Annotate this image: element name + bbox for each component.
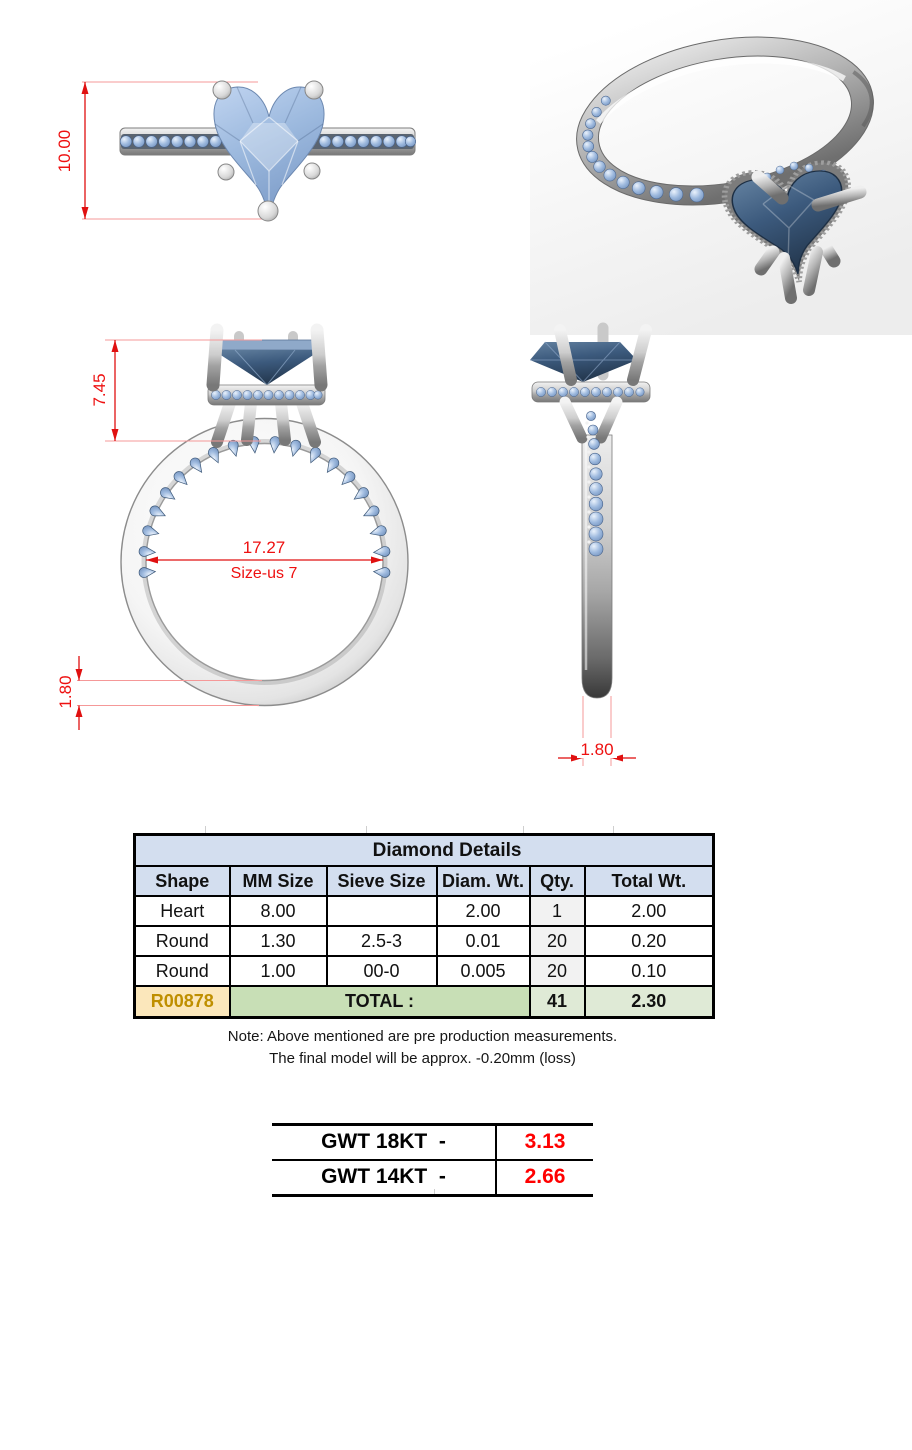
cell-qty: 20: [530, 926, 585, 956]
gwt-14kt-value: 2.66: [524, 1165, 566, 1188]
gwt-row-14kt: [272, 1161, 593, 1194]
col-header-total-wt: Total Wt.: [585, 866, 714, 896]
gridline-stub: [205, 826, 206, 833]
cell-shape: Heart: [135, 896, 230, 926]
cell-diam-wt: 0.005: [437, 956, 530, 986]
gridline-stub: [366, 826, 367, 833]
cell-mm-size: 1.30: [230, 926, 327, 956]
col-header-mm-size: MM Size: [230, 866, 327, 896]
cell-mm-size: 8.00: [230, 896, 327, 926]
note-line-1: Note: Above mentioned are pre production measurements.: [227, 1028, 618, 1045]
table-total-row: [135, 986, 714, 1018]
gridline-stub: [613, 826, 614, 833]
gridline-stub: [523, 826, 524, 833]
gwt-18kt-label: GWT 18KT -: [272, 1126, 497, 1159]
table-row: [135, 956, 714, 986]
cell-qty: 20: [530, 956, 585, 986]
dim-ring-size-label: Size-us 7: [230, 565, 298, 582]
gwt-14kt-label: GWT 14KT -: [272, 1161, 497, 1194]
dim-height-label: 10.00: [55, 129, 74, 173]
dim-inner-diameter-label: 17.27: [242, 538, 286, 557]
table-row: [135, 926, 714, 956]
cell-sieve-size: [327, 896, 437, 926]
gwt-18kt-value: 3.13: [524, 1130, 566, 1153]
dim-head-height-label: 7.45: [90, 373, 109, 407]
dimension-1-80-width: [558, 696, 636, 766]
col-header-sieve-size: Sieve Size: [327, 866, 437, 896]
cell-qty: 1: [530, 896, 585, 926]
total-wt: 2.30: [585, 986, 714, 1018]
heart-stone-side: [530, 342, 637, 382]
head-side: [530, 328, 650, 438]
front-view-render: [55, 300, 475, 750]
diamond-details-table: [133, 833, 715, 1019]
total-qty: 41: [530, 986, 585, 1018]
side-view-render: [470, 300, 750, 780]
col-header-diam-wt: Diam. Wt.: [437, 866, 530, 896]
cell-sieve-size: 00-0: [327, 956, 437, 986]
table-title: Diamond Details: [135, 835, 714, 867]
note-line-2: The final model will be approx. -0.20mm (loss): [269, 1050, 576, 1067]
ring-shank-front: [121, 419, 408, 706]
dim-band-thickness-label: 1.80: [56, 675, 75, 709]
model-number: R00878: [135, 986, 230, 1018]
cell-diam-wt: 0.01: [437, 926, 530, 956]
cell-shape: Round: [135, 926, 230, 956]
dim-band-width-label: 1.80: [580, 740, 614, 759]
gold-weight-table: [272, 1123, 593, 1197]
top-view-render: [20, 35, 460, 265]
cell-shape: Round: [135, 956, 230, 986]
col-header-shape: Shape: [135, 866, 230, 896]
cell-total-wt: 0.20: [585, 926, 714, 956]
perspective-view-render: [530, 0, 912, 335]
cell-total-wt: 2.00: [585, 896, 714, 926]
production-notes: [133, 1026, 712, 1070]
cell-total-wt: 0.10: [585, 956, 714, 986]
gwt-row-18kt: [272, 1126, 593, 1161]
total-label: TOTAL :: [230, 986, 530, 1018]
cell-diam-wt: 2.00: [437, 896, 530, 926]
cell-mm-size: 1.00: [230, 956, 327, 986]
cell-sieve-size: 2.5-3: [327, 926, 437, 956]
table-row: [135, 896, 714, 926]
col-header-qty: Qty.: [530, 866, 585, 896]
